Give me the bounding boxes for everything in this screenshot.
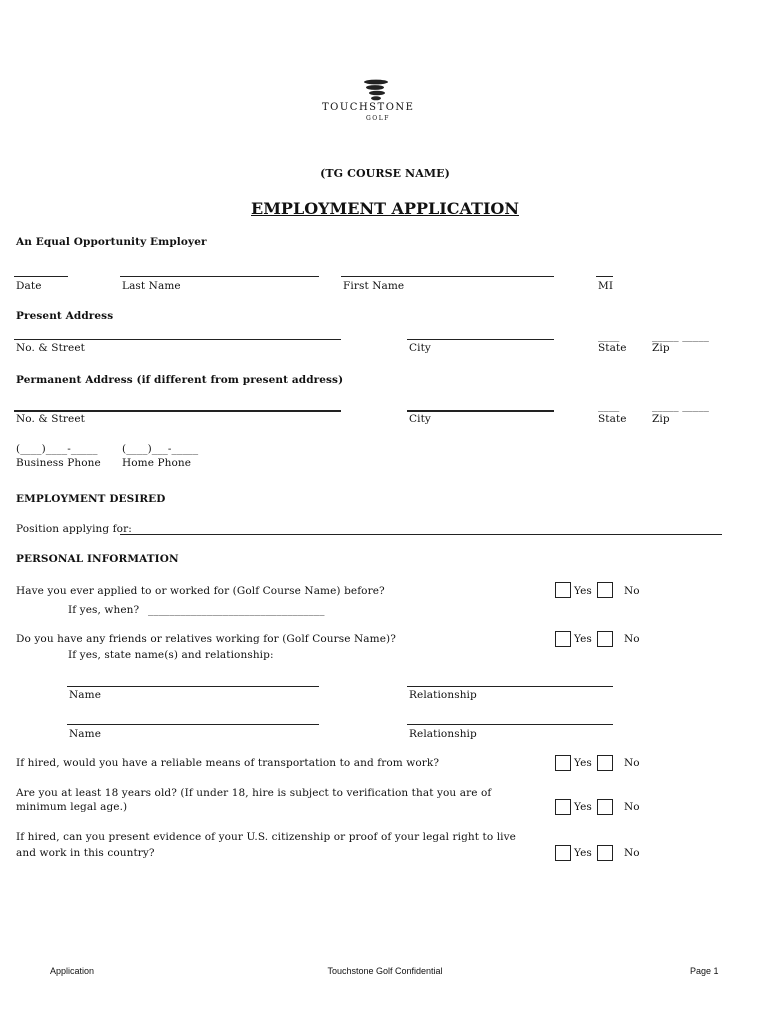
present-zip-field[interactable]: _____ _____ — [652, 330, 709, 342]
q5-no-checkbox[interactable] — [597, 845, 613, 861]
course-name: (TG COURSE NAME) — [320, 167, 450, 180]
q1-yes-checkbox[interactable] — [555, 582, 571, 598]
q4-yes-label: Yes — [574, 801, 592, 813]
last-name-label: Last Name — [122, 280, 181, 292]
footer-page-number: Page 1 — [690, 966, 719, 976]
footer-center: Touchstone Golf Confidential — [327, 966, 443, 976]
date-label: Date — [16, 280, 42, 292]
q1-yes-label: Yes — [574, 585, 592, 597]
present-zip-label: Zip — [652, 342, 670, 354]
q1-followup-label: If yes, when? — [68, 604, 140, 616]
q4-yes-checkbox[interactable] — [555, 799, 571, 815]
logo-subword: GOLF — [366, 115, 390, 122]
q3-no-label: No — [624, 757, 640, 769]
q2-yes-checkbox[interactable] — [555, 631, 571, 647]
q1-no-checkbox[interactable] — [597, 582, 613, 598]
permanent-street-field[interactable] — [14, 410, 341, 412]
q3-no-checkbox[interactable] — [597, 755, 613, 771]
present-city-field[interactable] — [407, 339, 554, 340]
personal-information-heading: PERSONAL INFORMATION — [16, 553, 179, 565]
mi-label: MI — [598, 280, 614, 292]
permanent-zip-field[interactable]: _____ _____ — [652, 400, 709, 412]
question-transportation: If hired, would you have a reliable means of transportation to and from work? — [16, 757, 440, 769]
date-field[interactable] — [14, 276, 68, 277]
last-name-field[interactable] — [120, 276, 319, 277]
logo-wordmark: TOUCHSTONE — [322, 102, 415, 113]
q3-yes-label: Yes — [574, 757, 592, 769]
employment-desired-heading: EMPLOYMENT DESIRED — [16, 493, 166, 505]
q2-followup-label: If yes, state name(s) and relationship: — [68, 649, 274, 661]
footer-left: Application — [50, 966, 95, 976]
subtitle: An Equal Opportunity Employer — [16, 236, 207, 248]
relative-name-field-1[interactable] — [67, 686, 319, 687]
question-citizenship-line-2: and work in this country? — [16, 847, 155, 859]
present-street-field[interactable] — [14, 339, 341, 340]
q3-yes-checkbox[interactable] — [555, 755, 571, 771]
home-phone-label: Home Phone — [122, 457, 192, 469]
q2-yes-label: Yes — [574, 633, 592, 645]
permanent-state-field[interactable]: ____ — [598, 400, 620, 412]
position-field[interactable] — [120, 534, 722, 535]
question-citizenship-line-1: If hired, can you present evidence of your U.S. citizenship or proof of your legal right to live — [16, 831, 516, 843]
present-state-label: State — [598, 342, 627, 354]
present-state-field[interactable]: ____ — [598, 330, 620, 342]
home-phone-field[interactable]: (____)___-_____ — [122, 443, 199, 455]
q5-yes-label: Yes — [574, 847, 592, 859]
business-phone-label: Business Phone — [16, 457, 101, 469]
q2-no-label: No — [624, 633, 640, 645]
relationship-field-2[interactable] — [407, 724, 613, 725]
mi-field[interactable] — [596, 276, 613, 277]
question-applied-before: Have you ever applied to or worked for (Golf Course Name) before? — [16, 585, 385, 597]
present-city-label: City — [409, 342, 431, 354]
stone-stack-icon — [357, 79, 395, 101]
position-label: Position applying for: — [16, 523, 132, 535]
permanent-city-label: City — [409, 413, 431, 425]
page-title: EMPLOYMENT APPLICATION — [251, 199, 519, 218]
first-name-field[interactable] — [341, 276, 554, 277]
q2-no-checkbox[interactable] — [597, 631, 613, 647]
present-street-label: No. & Street — [16, 342, 85, 354]
relationship-field-1[interactable] — [407, 686, 613, 687]
first-name-label: First Name — [343, 280, 405, 292]
q1-when-field[interactable]: _________________________________ — [148, 604, 325, 616]
question-age-line-1: Are you at least 18 years old? (If under 18, hire is subject to verification that you are of — [16, 787, 492, 799]
q1-no-label: No — [624, 585, 640, 597]
relative-name-field-2[interactable] — [67, 724, 319, 725]
q5-no-label: No — [624, 847, 640, 859]
permanent-street-label: No. & Street — [16, 413, 85, 425]
relative-name-label-2: Name — [69, 728, 102, 740]
relationship-label-1: Relationship — [409, 689, 477, 701]
q4-no-checkbox[interactable] — [597, 799, 613, 815]
relative-name-label-1: Name — [69, 689, 102, 701]
question-age-line-2: minimum legal age.) — [16, 801, 128, 813]
permanent-address-heading: Permanent Address (if different from present address) — [16, 374, 344, 386]
present-address-heading: Present Address — [16, 310, 114, 322]
relationship-label-2: Relationship — [409, 728, 477, 740]
q4-no-label: No — [624, 801, 640, 813]
permanent-city-field[interactable] — [407, 410, 554, 412]
permanent-zip-label: Zip — [652, 413, 670, 425]
permanent-state-label: State — [598, 413, 627, 425]
question-friends-relatives: Do you have any friends or relatives working for (Golf Course Name)? — [16, 633, 396, 645]
business-phone-field[interactable]: (____)____-_____ — [16, 443, 98, 455]
q5-yes-checkbox[interactable] — [555, 845, 571, 861]
